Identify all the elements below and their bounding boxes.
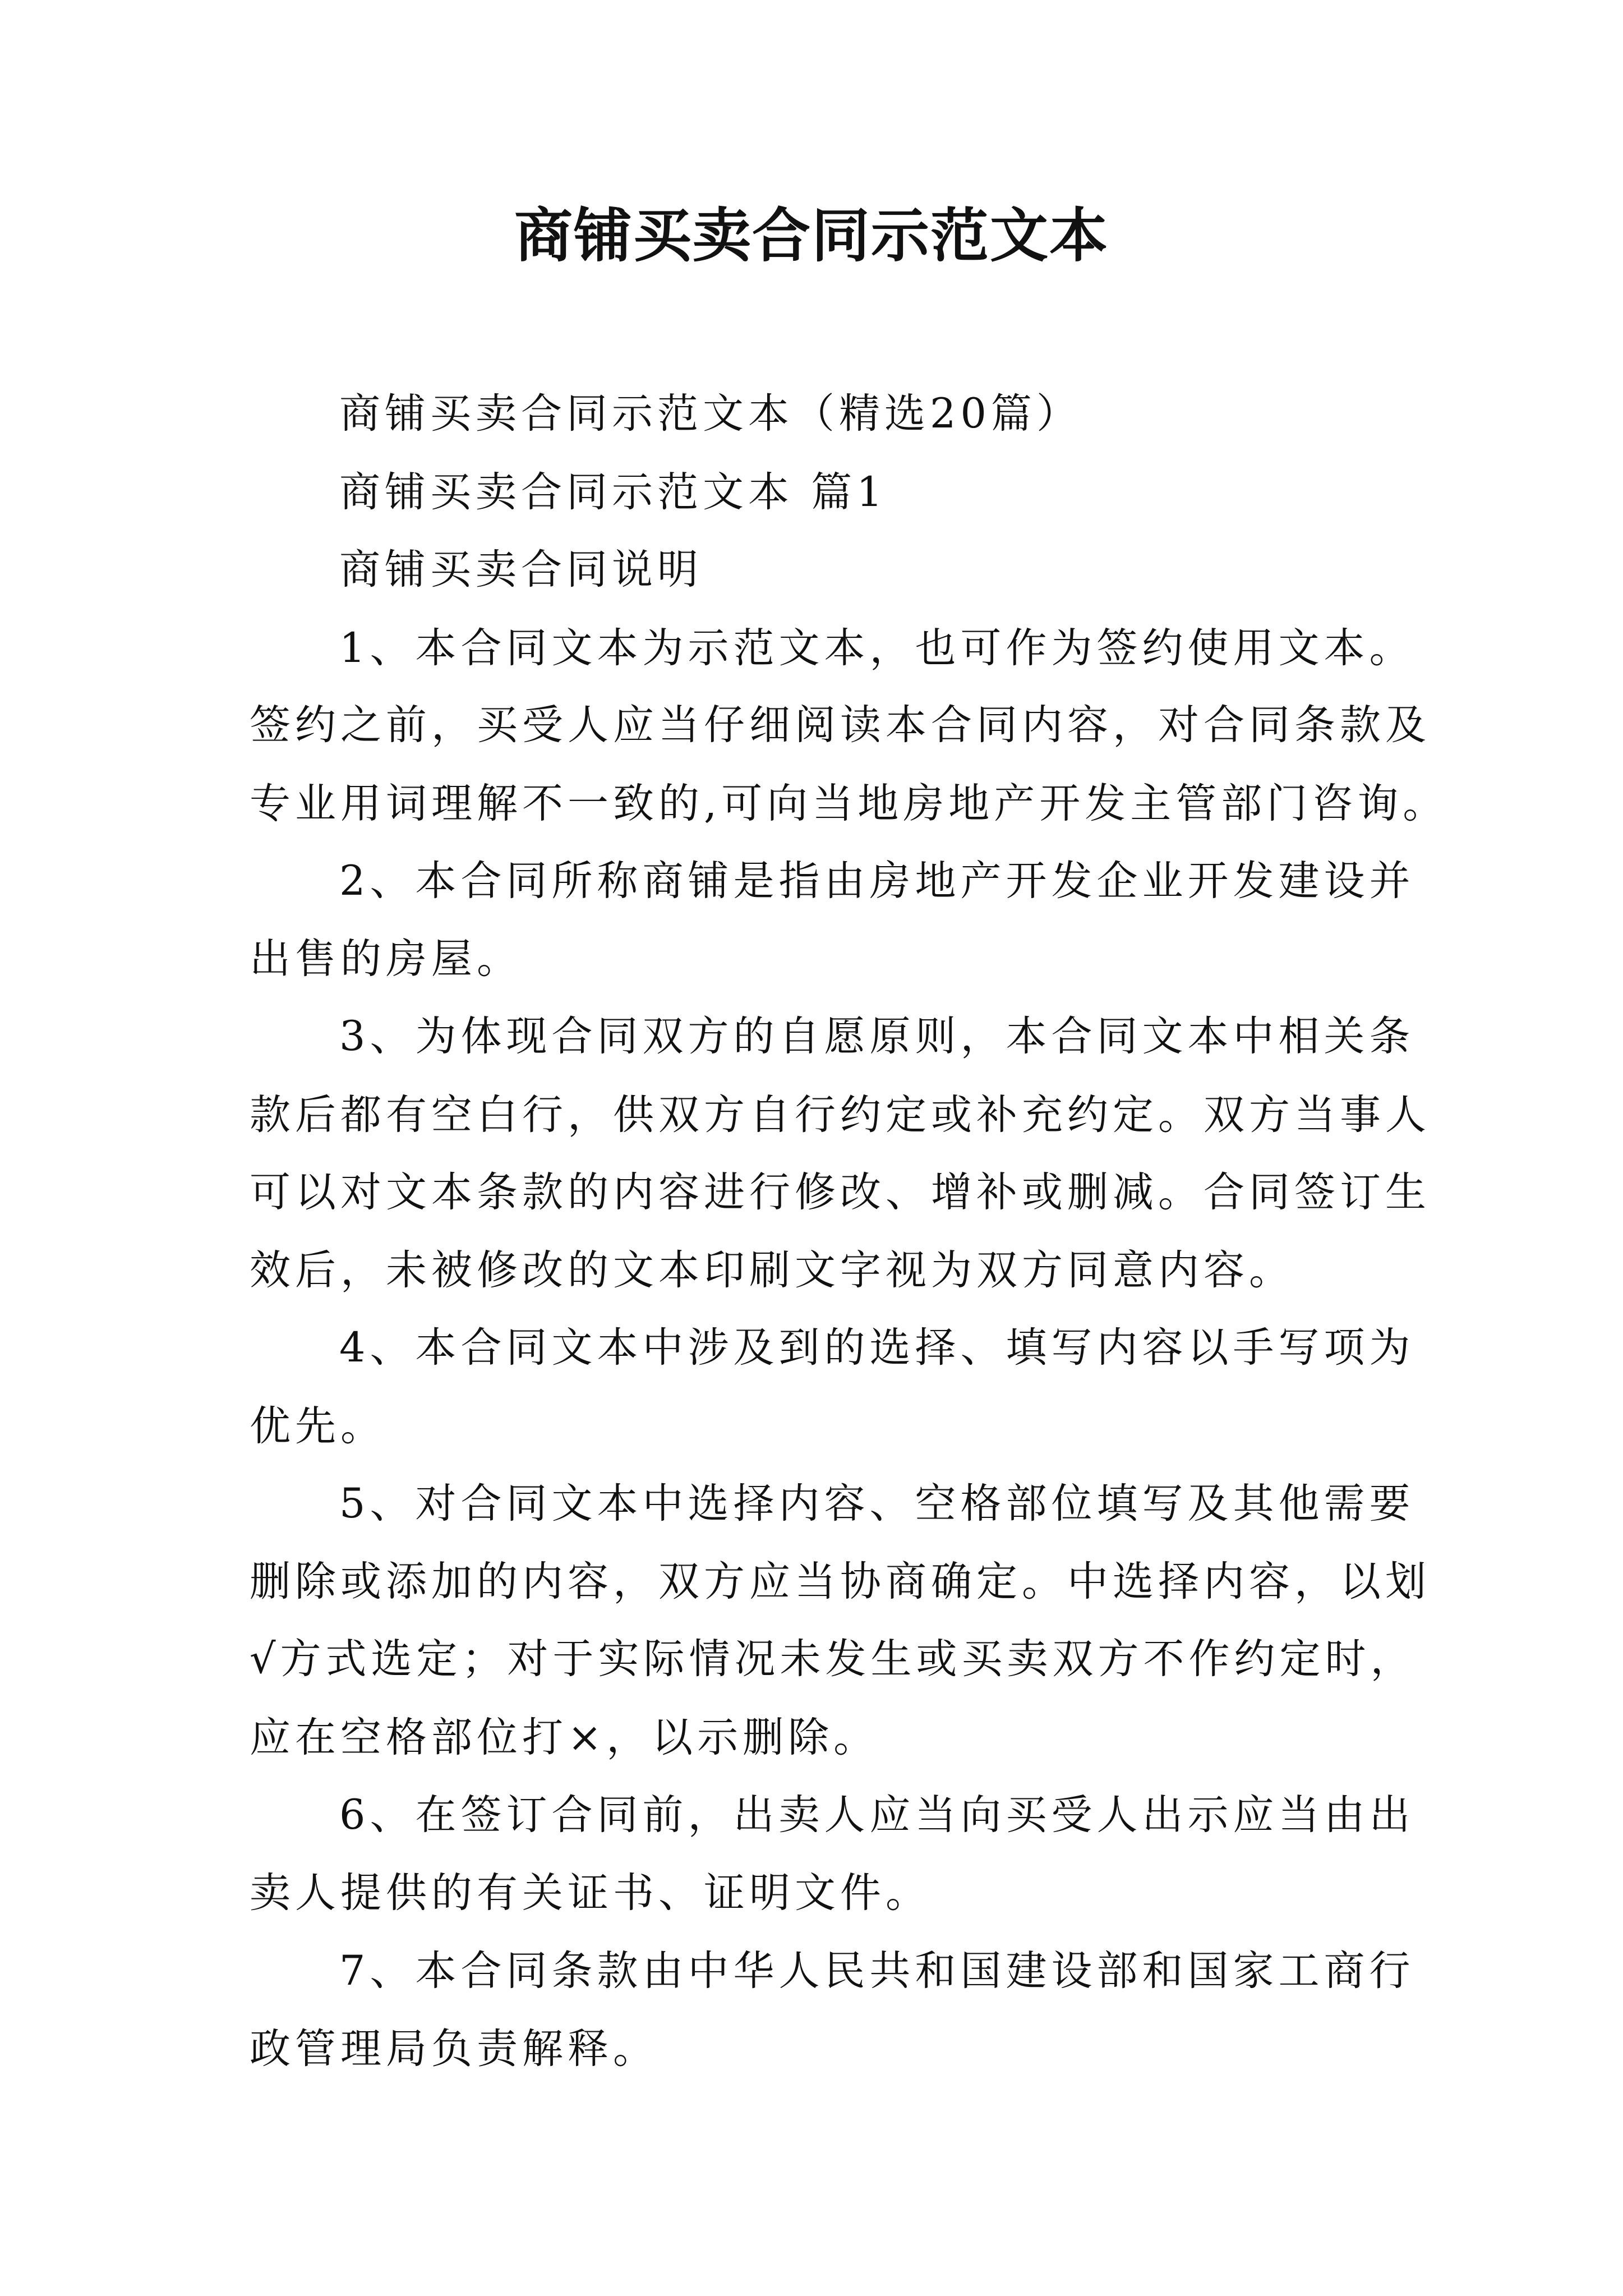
paragraph-line: 6、在签订合同前，出卖人应当向买受人出示应当由出: [339, 1791, 1415, 1839]
paragraph-line: 效后，未被修改的文本印刷文字视为双方同意内容。: [250, 1246, 1294, 1294]
contract-notes-heading: 商铺买卖合同说明: [339, 546, 703, 593]
subtitle-line: 商铺买卖合同示范文本（精选20篇）: [339, 390, 1082, 438]
paragraph-line: 款后都有空白行，供双方自行约定或补充约定。双方当事人: [250, 1091, 1431, 1139]
paragraph-line: 卖人提供的有关证书、证明文件。: [250, 1869, 931, 1917]
paragraph-line: 7、本合同条款由中华人民共和国建设部和国家工商行: [339, 1947, 1415, 1995]
paragraph-line: 优先。: [250, 1402, 386, 1450]
paragraph-line: 专业用词理解不一致的,可向当地房地产开发主管部门咨询。: [250, 780, 1449, 827]
paragraph-line: √方式选定；对于实际情况未发生或买卖双方不作约定时，: [250, 1635, 1416, 1683]
document-title: 商铺买卖合同示范文本: [514, 201, 1109, 270]
paragraph-line: 2、本合同所称商铺是指由房地产开发企业开发建设并: [339, 857, 1415, 905]
paragraph-line: 删除或添加的内容，双方应当协商确定。中选择内容，以划: [250, 1558, 1431, 1605]
paragraph-line: 3、为体现合同双方的自愿原则，本合同文本中相关条: [339, 1013, 1415, 1060]
paragraph-line: 政管理局负责解释。: [250, 2025, 658, 2073]
paragraph-line: 签约之前，买受人应当仔细阅读本合同内容，对合同条款及: [250, 701, 1431, 749]
paragraph-line: 4、本合同文本中涉及到的选择、填写内容以手写项为: [339, 1324, 1415, 1372]
paragraph-line: 1、本合同文本为示范文本，也可作为签约使用文本。: [339, 624, 1415, 672]
paragraph-line: 出售的房屋。: [250, 935, 522, 983]
paragraph-line: 应在空格部位打×，以示删除。: [250, 1714, 879, 1761]
paragraph-line: 5、对合同文本中选择内容、空格部位填写及其他需要: [339, 1480, 1415, 1527]
section-heading: 商铺买卖合同示范文本 篇1: [339, 468, 887, 516]
paragraph-line: 可以对文本条款的内容进行修改、增补或删减。合同签订生: [250, 1168, 1431, 1216]
